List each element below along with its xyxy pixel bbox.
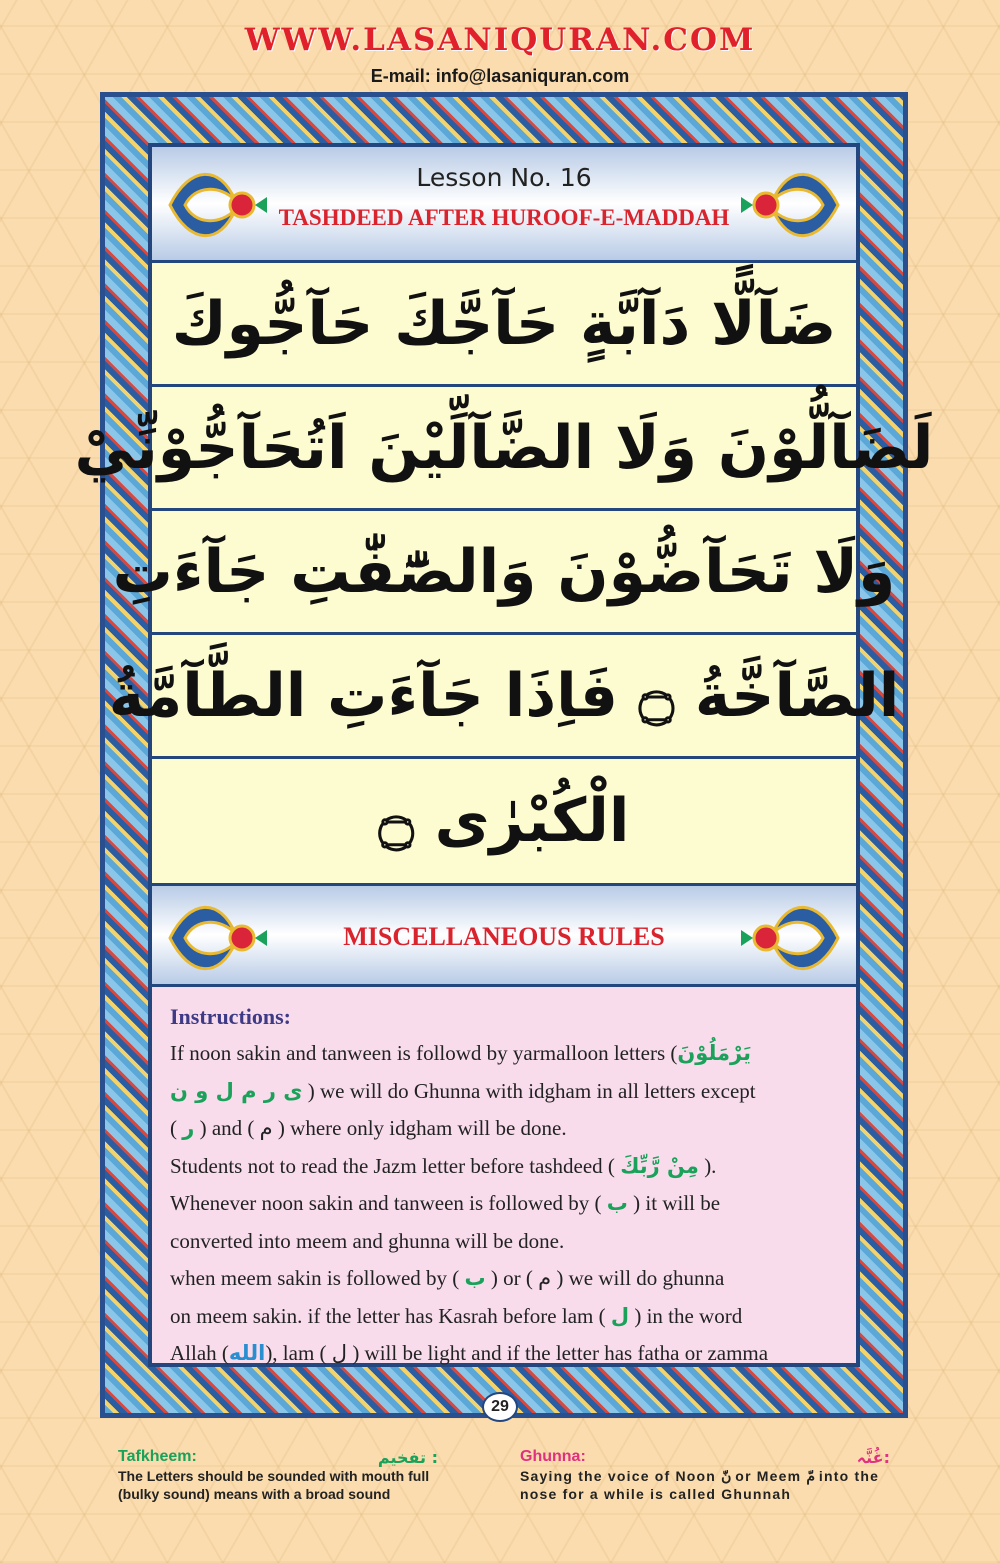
instruction-line: [170, 1035, 842, 1073]
arabic-example: الله: [228, 1341, 266, 1365]
footer-definition: Saying the voice of Noon نّ or Meem مّ into the nose for a while is called Ghunnah: [520, 1468, 880, 1502]
footer-term-arabic: تفخيم :: [377, 1448, 438, 1467]
instruction-line: [170, 1185, 842, 1223]
footer-ghunna: [520, 1448, 890, 1503]
instruction-line: [170, 1260, 842, 1298]
instruction-line: [170, 1298, 842, 1336]
instruction-line: [170, 1148, 842, 1186]
footer-definition: The Letters should be sounded with mouth full (bulky sound) means with a broad sound: [118, 1468, 430, 1502]
arabic-example: ر: [182, 1116, 195, 1140]
page-content: [74, 143, 934, 1367]
instructions-list: [170, 1035, 842, 1373]
instruction-text: ) or ( م ) we will do ghunna: [485, 1266, 725, 1290]
instruction-text: ), lam ( ل ) will be light and if the letter has fatha or zamma: [265, 1341, 769, 1365]
arabic-row: وَلَا تَحَآضُّوْنَ وَالصّٰٓفّٰتِ جَآءَتِ: [152, 511, 856, 635]
arabic-row: الْكُبْرٰى ۝: [378, 786, 630, 856]
instruction-text: ) and ( م ) where only idgham will be done.: [194, 1116, 567, 1140]
instruction-line: [170, 1073, 842, 1111]
lesson-subtitle: TASHDEED AFTER HUROOF-E-MADDAH: [278, 205, 730, 230]
instruction-text: If noon sakin and tanween is followd by yarmalloon letters (: [170, 1041, 678, 1065]
instruction-text: ).: [698, 1153, 717, 1178]
instruction-line: [170, 1110, 842, 1148]
instruction-line: [170, 1223, 842, 1261]
arabic-row: الصَّآخَّةُ ۝ فَاِذَا جَآءَتِ الطَّآمَّةُ: [152, 635, 856, 759]
ornamental-frame: [74, 92, 934, 1418]
instruction-text: Allah (: [170, 1341, 229, 1365]
instruction-text: (: [170, 1116, 183, 1140]
arabic-example: مِنْ رَّبِّكَ: [620, 1153, 699, 1178]
lesson-title: Lesson No. 16: [416, 163, 592, 192]
lesson-header: [152, 147, 856, 263]
footer-tafkheem: [118, 1448, 438, 1503]
page-number: 29: [482, 1392, 518, 1422]
instructions-heading: Instructions:: [170, 1004, 292, 1029]
arabic-example: ب: [606, 1191, 628, 1215]
instruction-text: converted into meem and ghunna will be done.: [170, 1228, 565, 1253]
instruction-text: when meem sakin is followed by (: [170, 1266, 465, 1290]
arabic-example: ل: [610, 1303, 630, 1328]
arabic-example: يَرْمَلُوْنَ: [677, 1041, 751, 1065]
instruction-text: ) we will do Ghunna with idgham in all letters except: [302, 1078, 756, 1103]
arabic-example: ب: [464, 1266, 486, 1290]
instruction-text: ) in the word: [629, 1303, 743, 1328]
footer-term-arabic: غُنَّہ:: [856, 1448, 890, 1467]
instruction-text: ) it will be: [627, 1191, 721, 1215]
footer-term: Tafkheem:: [118, 1448, 197, 1465]
misc-rules-header: [152, 883, 856, 987]
instruction-line: [170, 1335, 842, 1373]
site-url[interactable]: WWW.LASANIQURAN.COM: [244, 22, 756, 58]
arabic-row: ضَآلًّا دَآبَّةٍ حَآجَّكَ حَآجُّوكَ: [152, 263, 856, 387]
arabic-example: ى ر م ل و ن: [170, 1078, 303, 1103]
footer-term: Ghunna:: [520, 1448, 586, 1465]
instruction-text: on meem sakin. if the letter has Kasrah before lam (: [170, 1303, 611, 1328]
site-email[interactable]: E-mail: info@lasaniquran.com: [370, 66, 630, 86]
arabic-row: لَضَآلُّوْنَ وَلَا الضَّآلِّيْنَ اَتُحَآجُّوْنِّيْ: [152, 387, 856, 511]
arabic-practice-area: [74, 263, 934, 883]
instructions-panel: [152, 987, 856, 1363]
misc-rules-title: MISCELLANEOUS RULES: [343, 922, 665, 951]
instruction-text: Whenever noon sakin and tanween is followed by (: [170, 1191, 607, 1215]
instruction-text: Students not to read the Jazm letter before tashdeed (: [170, 1153, 621, 1178]
